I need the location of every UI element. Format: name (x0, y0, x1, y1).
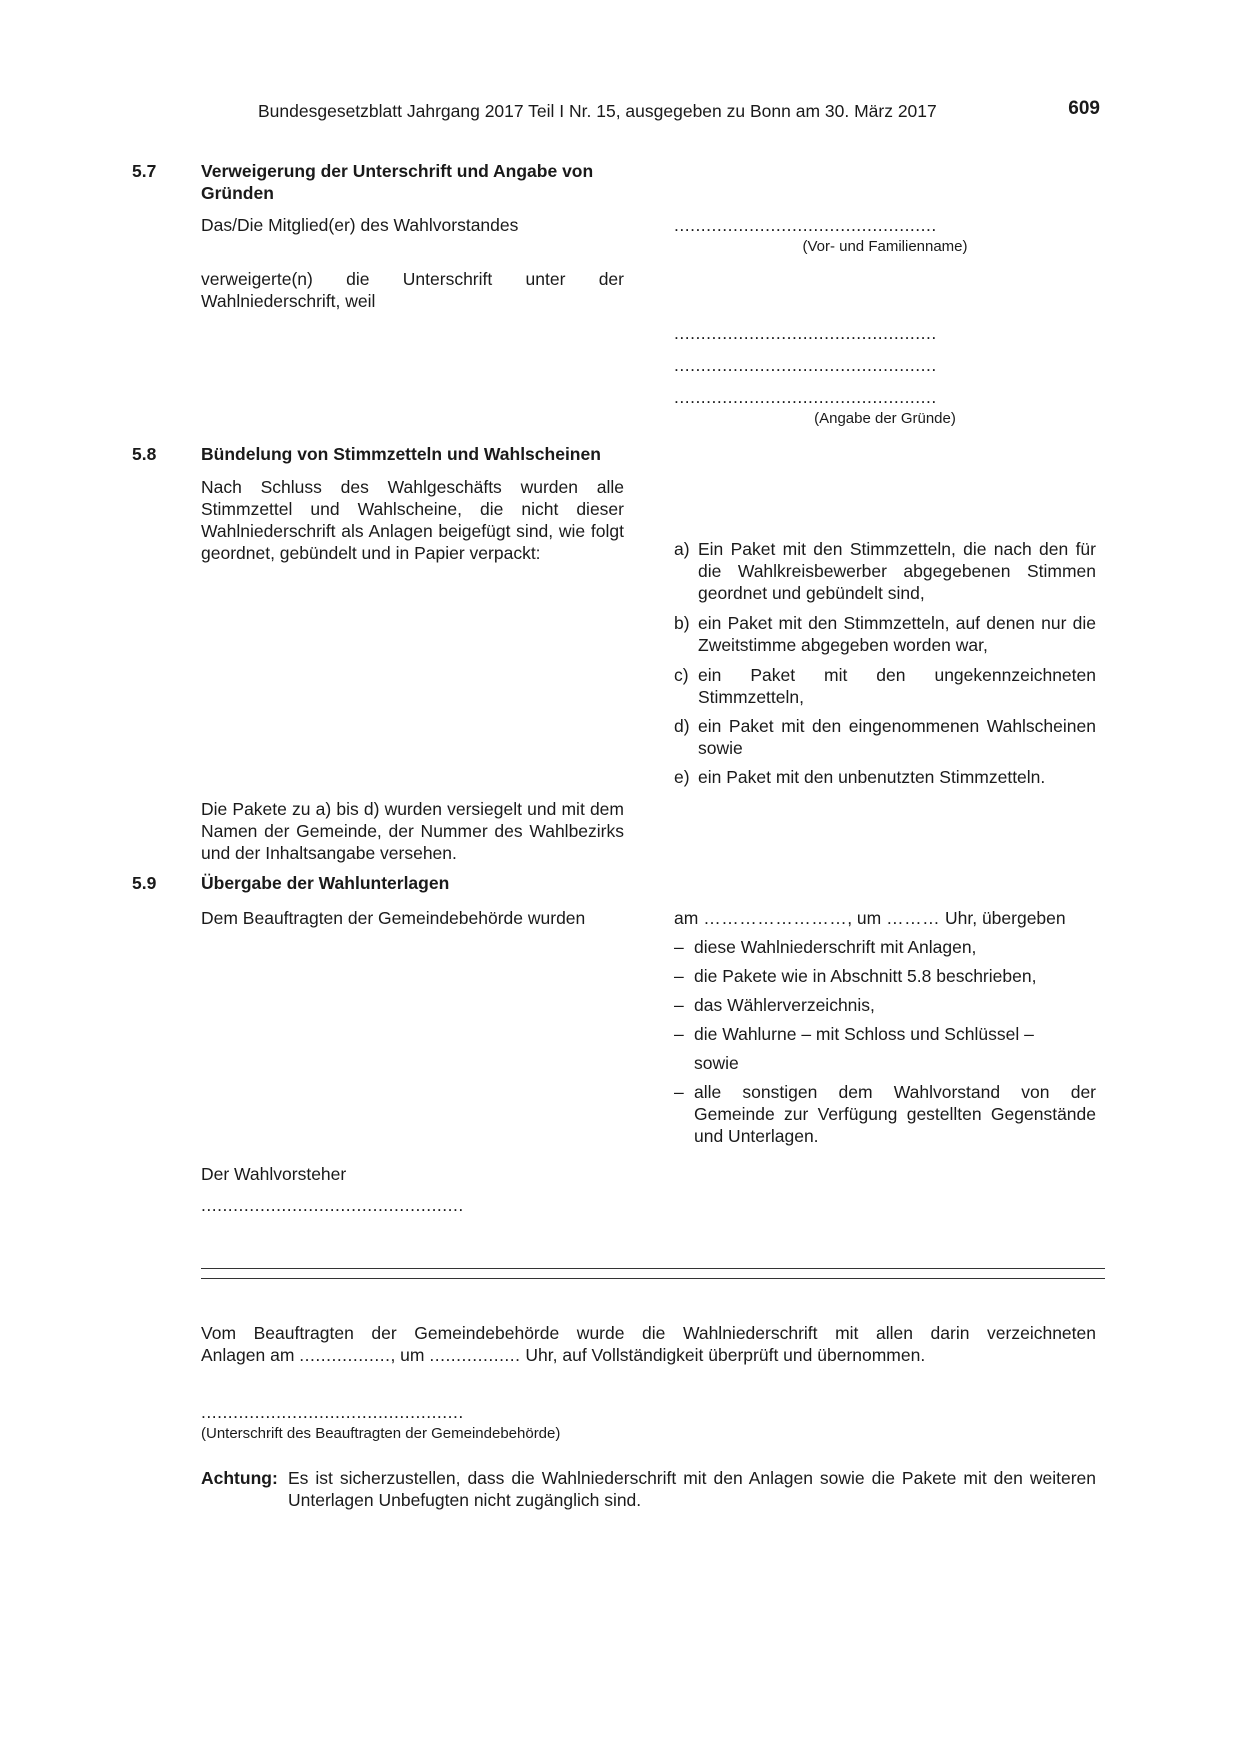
handover-date-line (674, 907, 1114, 929)
package-item-d (674, 715, 1096, 759)
package-item-label: b) (674, 613, 690, 633)
handover-item-text: sowie (694, 1053, 739, 1073)
bundling-intro: Nach Schluss des Wahlgeschäfts wurden alle Stimmzettel und Wahlscheine, die nicht dieser Wahlniederschrift als Anlagen beigefügt sind, wie folgt geordnet, gebündelt und in Papier verpackt: (201, 477, 624, 563)
section-number-5-9: 5.9 (132, 873, 157, 893)
name-dotted-line: ................................................. (674, 215, 937, 235)
handover-item-5 (674, 1052, 1096, 1074)
notice-label: Achtung: (201, 1468, 278, 1488)
handover-item-3 (674, 994, 1096, 1016)
divider-rule-top (201, 1268, 1105, 1269)
handover-item-text: die Wahlurne – mit Schloss und Schlüssel – (694, 1024, 1034, 1044)
time-dots: ……… (886, 908, 941, 928)
official-signature-caption: (Unterschrift des Beauftragten der Gemeindebehörde) (201, 1425, 561, 1442)
handover-item-4 (674, 1023, 1096, 1045)
package-item-label: c) (674, 665, 689, 685)
anlagen-am-label: Anlagen am (201, 1345, 295, 1365)
reasons-caption: (Angabe der Gründe) (814, 410, 956, 427)
refused-text: verweigerte(n) die Unterschrift unter der Wahlniederschrift, weil (201, 269, 624, 311)
confirmation-date-dots: ................. (299, 1345, 391, 1365)
am-label: am (674, 908, 699, 928)
handover-item-text: diese Wahlniederschrift mit Anlagen, (694, 937, 977, 957)
reason-dotted-line-1: ................................................. (674, 323, 937, 343)
package-item-b (674, 612, 1096, 656)
page-number: 609 (1068, 98, 1100, 119)
uhr-label: Uhr, übergeben (944, 908, 1066, 928)
handover-item-2 (674, 965, 1096, 987)
handover-item-text: das Wählerverzeichnis, (694, 995, 875, 1015)
package-item-text: Ein Paket mit den Stimmzetteln, die nach den für die Wahlkreisbewerber abgegebenen Stimmen geordnet und gebündelt sind, (698, 539, 1096, 603)
handover-item-label: – (674, 966, 684, 986)
confirmation-time-dots: ................. (429, 1345, 521, 1365)
package-item-label: e) (674, 767, 690, 787)
notice-text: Es ist sicherzustellen, dass die Wahlniederschrift mit den Anlagen sowie die Pakete mit den weiteren Unterlagen Unbefugten nicht zugänglich sind. (288, 1468, 1096, 1510)
confirmation-uhr-label: Uhr, auf Vollständigkeit überprüft und übernommen. (525, 1345, 926, 1365)
handover-left-text: Dem Beauftragten der Gemeindebehörde wurden (201, 908, 586, 928)
handover-item-text: alle sonstigen dem Wahlvorstand von der Gemeinde zur Verfügung gestellten Gegenstände und Unterlagen. (694, 1082, 1096, 1146)
um-label: , um (847, 908, 882, 928)
package-item-text: ein Paket mit den eingenommenen Wahlscheinen sowie (698, 716, 1096, 758)
package-item-text: ein Paket mit den Stimmzetteln, auf denen nur die Zweitstimme abgegeben worden war, (698, 613, 1096, 655)
package-item-text: ein Paket mit den ungekennzeichneten Stimmzetteln, (698, 665, 1096, 707)
reason-dotted-line-3: ................................................. (674, 387, 937, 407)
section-heading-5-7 (201, 160, 631, 204)
members-text: Das/Die Mitglied(er) des Wahlvorstandes (201, 215, 519, 235)
handover-item-text: die Pakete wie in Abschnitt 5.8 beschrieben, (694, 966, 1037, 986)
signer-label: Der Wahlvorsteher (201, 1164, 347, 1184)
package-item-a (674, 538, 1096, 604)
name-caption: (Vor- und Familienname) (802, 238, 968, 255)
section-heading-5-7-line2: Gründen (201, 183, 274, 203)
package-item-label: d) (674, 716, 690, 736)
handover-item-6 (674, 1081, 1096, 1147)
running-title: Bundesgesetzblatt Jahrgang 2017 Teil I Nr. 15, ausgegeben zu Bonn am 30. März 2017 (258, 101, 937, 121)
handover-item-label: – (674, 995, 684, 1015)
sealed-text: Die Pakete zu a) bis d) wurden versiegelt und mit dem Namen der Gemeinde, der Nummer des Wahlbezirks und der Inhaltsangabe versehen. (201, 799, 624, 863)
signer-dotted-line: ................................................. (201, 1195, 464, 1215)
handover-item-label: – (674, 1024, 684, 1044)
package-item-text: ein Paket mit den unbenutzten Stimmzetteln. (698, 767, 1046, 787)
official-signature-dots: ................................................. (201, 1402, 464, 1422)
package-item-c (674, 664, 1096, 708)
date-dots: …………………… (703, 908, 848, 928)
section-heading-5-9: Übergabe der Wahlunterlagen (201, 873, 450, 893)
handover-item-label: – (674, 937, 684, 957)
handover-item-label: – (674, 1082, 684, 1102)
confirmation-line-2 (201, 1344, 1096, 1366)
section-heading-5-8: Bündelung von Stimmzetteln und Wahlscheinen (201, 444, 601, 464)
section-heading-5-7-line1: Verweigerung der Unterschrift und Angabe von (201, 161, 594, 181)
confirmation-line-1: Vom Beauftragten der Gemeindebehörde wurde die Wahlniederschrift mit allen darin verzeichneten (201, 1323, 1096, 1343)
reason-dotted-line-2: ................................................. (674, 355, 937, 375)
package-item-e (674, 766, 1096, 788)
section-number-5-7: 5.7 (132, 161, 157, 181)
confirmation-um-label: , um (390, 1345, 425, 1365)
package-item-label: a) (674, 539, 690, 559)
handover-item-1 (674, 936, 1096, 958)
divider-rule-bottom (201, 1278, 1105, 1279)
section-number-5-8: 5.8 (132, 444, 157, 464)
